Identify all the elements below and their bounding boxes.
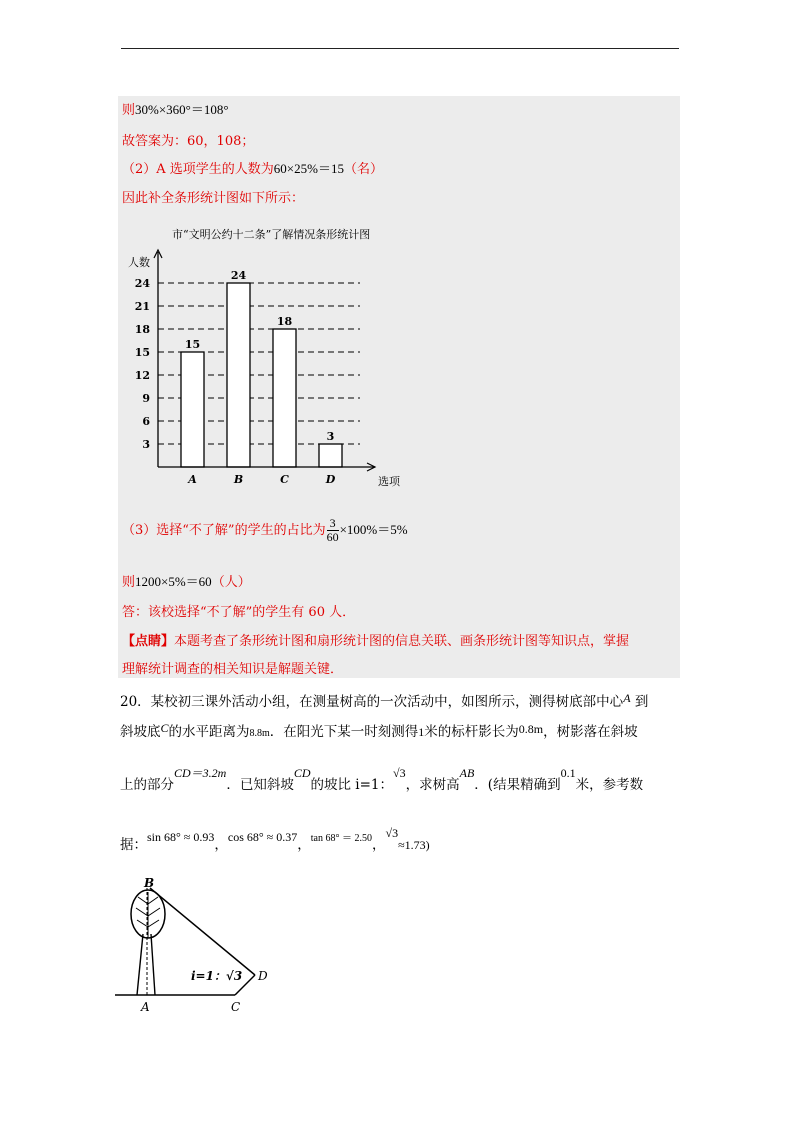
bar-B bbox=[227, 283, 250, 467]
label-a: A bbox=[141, 1000, 150, 1014]
leaf-veins bbox=[136, 892, 160, 938]
x-tick-label-C: C bbox=[280, 473, 289, 486]
y-tick-label-6: 6 bbox=[142, 415, 150, 428]
y-tick-label-15: 15 bbox=[134, 346, 150, 359]
x-tick-label-A: A bbox=[188, 473, 197, 486]
bar-D bbox=[319, 444, 342, 467]
sun-ray bbox=[150, 888, 255, 975]
y-tick-label-9: 9 bbox=[142, 392, 150, 405]
question-line-4: 据：sin 68° ≈ 0.93，cos 68° ≈ 0.37，$^{tan 68^\circ = 2.50}$，√3≈1.73) bbox=[120, 826, 430, 853]
answer-line-7: 答：该校选择“不了解”的学生有 60 人． bbox=[122, 605, 356, 620]
y-tick-label-12: 12 bbox=[134, 369, 150, 382]
bar-value-label-D: 3 bbox=[326, 430, 335, 443]
answer-line-4: 因此补全条形统计图如下所示： bbox=[122, 191, 305, 206]
slope-ratio-label: i=1：√3 bbox=[191, 969, 243, 983]
bar-chart bbox=[120, 220, 410, 495]
bar-value-label-C: 18 bbox=[276, 315, 293, 328]
label-c: C bbox=[231, 1000, 241, 1014]
x-tick-label-D: D bbox=[325, 473, 336, 486]
x-axis-label: 选项 bbox=[378, 475, 400, 488]
tree-trunk-left bbox=[137, 934, 143, 995]
y-axis-label: 人数 bbox=[128, 256, 150, 269]
tree-trunk-right bbox=[151, 934, 155, 995]
comment-line-1: 【点睛】本题考查了条形统计图和扇形统计图的信息关联、画条形统计图等知识点，掌握 bbox=[122, 634, 630, 649]
bar-value-label-B: 24 bbox=[230, 269, 247, 282]
answer-line-1: 则30%×360°＝108° bbox=[122, 102, 229, 118]
bar-C bbox=[273, 329, 296, 467]
y-tick-label-3: 3 bbox=[142, 438, 150, 451]
y-tick-label-21: 21 bbox=[134, 300, 150, 313]
header-rule bbox=[121, 48, 679, 49]
bar-value-label-A: 15 bbox=[184, 338, 201, 351]
label-b: B bbox=[144, 876, 155, 890]
fraction: $\frac{3}{60}$ bbox=[326, 516, 339, 544]
answer-line-3: （2）A 选项学生的人数为60×25%＝15（名） bbox=[122, 161, 383, 177]
question-line-3: 上的部分CD＝3.2m．已知斜坡CD的坡比 i=1：√3，求树高AB．(结果精确到0.1米，参考数 bbox=[120, 766, 644, 793]
question-line-1: 20．某校初三课外活动小组，在测量树高的一次活动中，如图所示，测得树底部中心A 到 bbox=[120, 691, 649, 710]
question-line-2: 斜坡底C的水平距离为8.8m．在阳光下某一时刻测得1米的标杆影长为0.8m，树影落在斜坡 bbox=[120, 721, 638, 740]
answer-line-6: 则1200×5%＝60（人） bbox=[122, 574, 251, 590]
y-tick-label-24: 24 bbox=[134, 277, 150, 290]
tree-slope-figure bbox=[115, 872, 290, 1017]
comment-line-2: 理解统计调查的相关知识是解题关键． bbox=[122, 662, 344, 677]
y-tick-label-18: 18 bbox=[134, 323, 150, 336]
bar-A bbox=[181, 352, 204, 467]
x-tick-label-B: B bbox=[233, 473, 244, 486]
answer-line-2: 故答案为：60，108； bbox=[122, 134, 255, 149]
answer-line-5: （3）选择“不了解”的学生的占比为 $\frac{3}{60}$ ×100%＝5% bbox=[122, 516, 408, 544]
label-d: D bbox=[258, 969, 268, 983]
chart-title: 市“文明公约十二条”了解情况条形统计图 bbox=[172, 228, 371, 241]
